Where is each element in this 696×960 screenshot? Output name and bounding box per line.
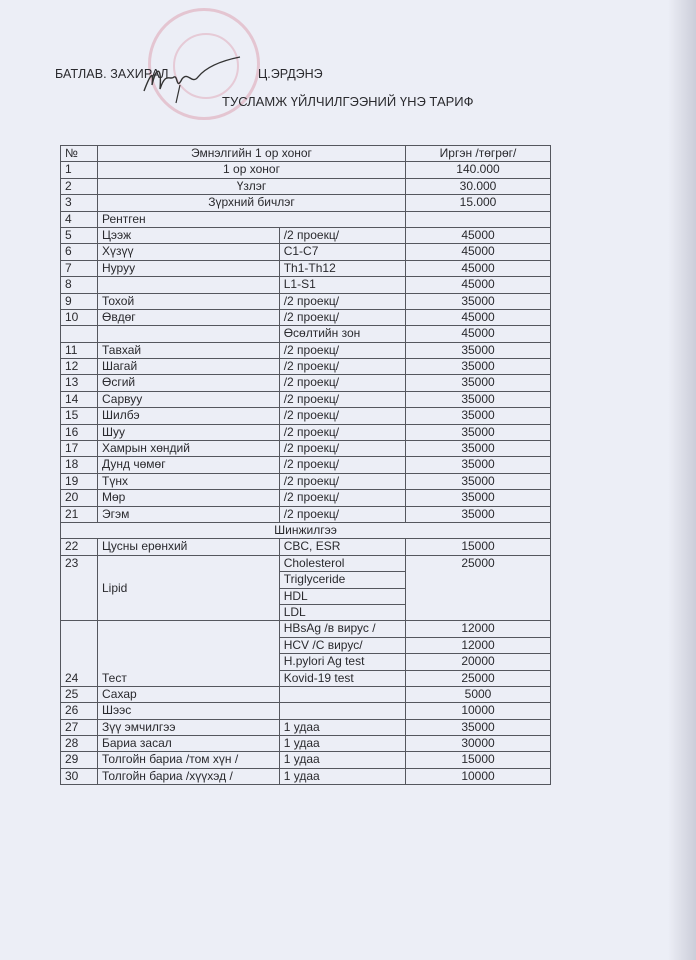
row-name: Толгойн бариа /том хүн / xyxy=(98,752,280,768)
row-name: Цээж xyxy=(98,227,280,243)
row-num: 29 xyxy=(61,752,98,768)
row-name: Хүзүү xyxy=(98,244,280,260)
table-header xyxy=(61,146,551,162)
table-row xyxy=(61,719,551,735)
table-row xyxy=(61,768,551,784)
table-row xyxy=(61,195,551,211)
row-name: Эгэм xyxy=(98,506,280,522)
table-row xyxy=(61,244,551,260)
row-name xyxy=(98,277,280,293)
row-num: 24 xyxy=(61,621,98,687)
row-name: Шуу xyxy=(98,424,280,440)
row-price: 5000 xyxy=(406,686,551,702)
table-row xyxy=(61,227,551,243)
row-num: 4 xyxy=(61,211,98,227)
row-num: 1 xyxy=(61,162,98,178)
row-price: 15000 xyxy=(406,752,551,768)
row-price: 35000 xyxy=(406,293,551,309)
row-num: 7 xyxy=(61,260,98,276)
table-row xyxy=(61,473,551,489)
row-num: 16 xyxy=(61,424,98,440)
row-num: 11 xyxy=(61,342,98,358)
row-price: 45000 xyxy=(406,227,551,243)
table-cell xyxy=(406,211,551,227)
row-name: Шээс xyxy=(98,703,280,719)
row-detail: /2 проекц/ xyxy=(279,424,405,440)
row-price: 15000 xyxy=(406,539,551,555)
row-price: 30.000 xyxy=(406,178,551,194)
row-name: Lipid xyxy=(98,555,280,621)
row-num: 26 xyxy=(61,703,98,719)
document-title: ТУСЛАМЖ ҮЙЛЧИЛГЭЭНИЙ ҮНЭ ТАРИФ xyxy=(222,94,474,109)
row-num: 21 xyxy=(61,506,98,522)
lipid-row xyxy=(61,555,551,571)
row-detail: Triglyceride xyxy=(279,572,405,588)
row-num: 27 xyxy=(61,719,98,735)
table-row xyxy=(61,752,551,768)
row-name: Мөр xyxy=(98,490,280,506)
row-name: Шилбэ xyxy=(98,408,280,424)
row-price: 35000 xyxy=(406,441,551,457)
row-detail: /2 проекц/ xyxy=(279,457,405,473)
row-name: Хамрын хөндий xyxy=(98,441,280,457)
header-service: Эмнэлгийн 1 ор хоног xyxy=(98,146,406,162)
row-num: 28 xyxy=(61,736,98,752)
row-num: 15 xyxy=(61,408,98,424)
row-detail: /2 проекц/ xyxy=(279,375,405,391)
row-price: 35000 xyxy=(406,457,551,473)
row-name: Тохой xyxy=(98,293,280,309)
row-detail: /2 проекц/ xyxy=(279,473,405,489)
table-row xyxy=(61,424,551,440)
row-num: 2 xyxy=(61,178,98,194)
row-name: Тавхай xyxy=(98,342,280,358)
row-num: 17 xyxy=(61,441,98,457)
row-price: 140.000 xyxy=(406,162,551,178)
row-price: 20000 xyxy=(406,654,551,670)
table-row xyxy=(61,457,551,473)
row-detail: /2 проекц/ xyxy=(279,408,405,424)
table-row xyxy=(61,178,551,194)
row-name: Нуруу xyxy=(98,260,280,276)
row-num: 9 xyxy=(61,293,98,309)
row-name: Толгойн бариа /хүүхэд / xyxy=(98,768,280,784)
row-price: 35000 xyxy=(406,506,551,522)
row-num: 5 xyxy=(61,227,98,243)
row-num: 3 xyxy=(61,195,98,211)
row-num xyxy=(61,326,98,342)
row-detail: Cholesterol xyxy=(279,555,405,571)
row-detail: /2 проекц/ xyxy=(279,506,405,522)
row-detail: HDL xyxy=(279,588,405,604)
row-name: Өсгий xyxy=(98,375,280,391)
row-price: 25000 xyxy=(406,555,551,621)
table-row xyxy=(61,162,551,178)
row-price: 35000 xyxy=(406,391,551,407)
row-num: 12 xyxy=(61,359,98,375)
row-price: 35000 xyxy=(406,490,551,506)
row-num: 30 xyxy=(61,768,98,784)
row-detail: Өсөлтийн зон xyxy=(279,326,405,342)
table-row xyxy=(61,736,551,752)
row-detail: Kovid-19 test xyxy=(279,670,405,686)
row-price: 45000 xyxy=(406,277,551,293)
row-name: Зүү эмчилгээ xyxy=(98,719,280,735)
test-row xyxy=(61,621,551,637)
row-num: 14 xyxy=(61,391,98,407)
row-price: 15.000 xyxy=(406,195,551,211)
row-name: Цусны ерөнхий xyxy=(98,539,280,555)
approval-label: БАТЛАВ. ЗАХИРАЛ xyxy=(55,67,169,81)
row-num: 18 xyxy=(61,457,98,473)
row-detail: HBsAg /в вирус / xyxy=(279,621,405,637)
row-num: 23 xyxy=(61,555,98,621)
table-row xyxy=(61,309,551,325)
table-row xyxy=(61,539,551,555)
row-name: Тест xyxy=(98,621,280,687)
row-detail: /2 проекц/ xyxy=(279,391,405,407)
row-price: 35000 xyxy=(406,375,551,391)
section-lab xyxy=(61,522,551,538)
row-price: 25000 xyxy=(406,670,551,686)
row-price: 35000 xyxy=(406,473,551,489)
row-name: Үзлэг xyxy=(98,178,406,194)
header-price: Иргэн /төгрөг/ xyxy=(406,146,551,162)
row-detail: CBC, ESR xyxy=(279,539,405,555)
row-price: 45000 xyxy=(406,326,551,342)
row-price: 10000 xyxy=(406,768,551,784)
table-row xyxy=(61,490,551,506)
row-detail xyxy=(279,703,405,719)
row-detail: L1-S1 xyxy=(279,277,405,293)
table-row xyxy=(61,506,551,522)
row-price: 30000 xyxy=(406,736,551,752)
row-price: 35000 xyxy=(406,424,551,440)
row-price: 12000 xyxy=(406,637,551,653)
row-price: 45000 xyxy=(406,309,551,325)
table-row xyxy=(61,703,551,719)
row-price: 45000 xyxy=(406,244,551,260)
row-price: 35000 xyxy=(406,408,551,424)
row-detail: LDL xyxy=(279,604,405,620)
row-detail: /2 проекц/ xyxy=(279,293,405,309)
row-num: 10 xyxy=(61,309,98,325)
section-xray xyxy=(61,211,551,227)
row-name: Сахар xyxy=(98,686,280,702)
row-name: Түнх xyxy=(98,473,280,489)
row-detail: HCV /C вирус/ xyxy=(279,637,405,653)
table-row xyxy=(61,441,551,457)
row-detail: C1-C7 xyxy=(279,244,405,260)
row-name: Өвдөг xyxy=(98,309,280,325)
row-detail: /2 проекц/ xyxy=(279,342,405,358)
table-row xyxy=(61,326,551,342)
row-num: 22 xyxy=(61,539,98,555)
row-price: 35000 xyxy=(406,342,551,358)
row-num: 20 xyxy=(61,490,98,506)
director-name: Ц.ЭРДЭНЭ xyxy=(258,67,323,81)
row-price: 35000 xyxy=(406,719,551,735)
row-detail: H.pylori Ag test xyxy=(279,654,405,670)
row-price: 10000 xyxy=(406,703,551,719)
row-price: 45000 xyxy=(406,260,551,276)
row-name: Шагай xyxy=(98,359,280,375)
section-title: Шинжилгээ xyxy=(61,522,551,538)
row-num: 13 xyxy=(61,375,98,391)
page-edge-shadow xyxy=(668,0,696,960)
table-row xyxy=(61,293,551,309)
row-detail: /2 проекц/ xyxy=(279,227,405,243)
row-num: 19 xyxy=(61,473,98,489)
row-detail: Th1-Th12 xyxy=(279,260,405,276)
table-row xyxy=(61,391,551,407)
row-detail: /2 проекц/ xyxy=(279,309,405,325)
table-row xyxy=(61,260,551,276)
row-name xyxy=(98,326,280,342)
table-row xyxy=(61,277,551,293)
table-row xyxy=(61,686,551,702)
row-name: Зүрхний бичлэг xyxy=(98,195,406,211)
row-detail: 1 удаа xyxy=(279,752,405,768)
section-title: Рентген xyxy=(98,211,406,227)
table-row xyxy=(61,375,551,391)
table-row xyxy=(61,342,551,358)
row-detail xyxy=(279,686,405,702)
row-price: 35000 xyxy=(406,359,551,375)
row-detail: 1 удаа xyxy=(279,719,405,735)
row-price: 12000 xyxy=(406,621,551,637)
row-name: Бариа засал xyxy=(98,736,280,752)
row-detail: /2 проекц/ xyxy=(279,441,405,457)
row-detail: /2 проекц/ xyxy=(279,490,405,506)
header-num: № xyxy=(61,146,98,162)
row-num: 8 xyxy=(61,277,98,293)
row-detail: /2 проекц/ xyxy=(279,359,405,375)
table-row xyxy=(61,359,551,375)
row-num: 25 xyxy=(61,686,98,702)
table-row xyxy=(61,408,551,424)
row-num: 6 xyxy=(61,244,98,260)
row-name: Сарвуу xyxy=(98,391,280,407)
tariff-table xyxy=(60,145,551,785)
row-detail: 1 удаа xyxy=(279,736,405,752)
row-detail: 1 удаа xyxy=(279,768,405,784)
row-name: 1 ор хоног xyxy=(98,162,406,178)
row-name: Дунд чөмөг xyxy=(98,457,280,473)
